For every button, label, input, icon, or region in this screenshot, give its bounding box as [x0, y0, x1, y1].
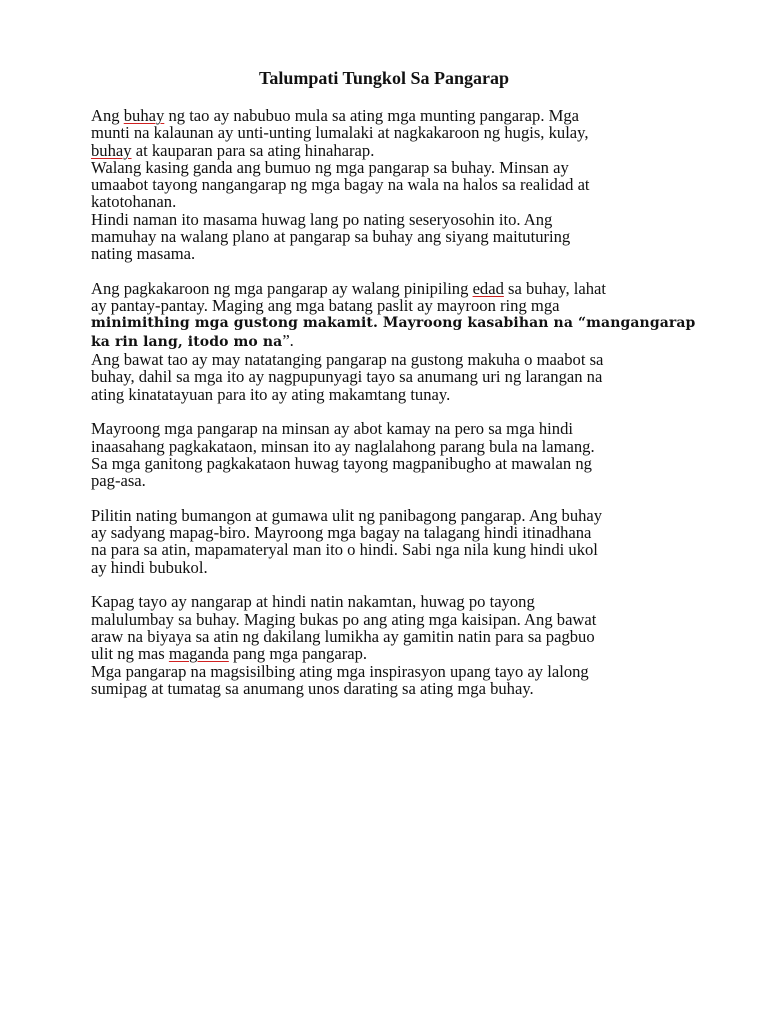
text-line: inaasahang pagkakataon, minsan ito ay naglalahong parang bula na lamang.	[91, 436, 595, 456]
text-line: Ang buhay ng tao ay nabubuo mula sa ating mga munting pangarap. Mga	[91, 106, 580, 125]
text-line: Ang pagkakaroon ng mga pangarap ay walang pinipiling edad sa buhay, lahat	[91, 278, 607, 298]
bold-text: ka rin lang, itodo mo na	[91, 333, 283, 350]
text-line: katotohanan.	[91, 192, 177, 212]
text-line: pag-asa.	[91, 471, 146, 491]
text-line: malulumbay sa buhay. Maging bukas po ang ating mga kaisipan. Ang bawat	[91, 609, 597, 629]
text-line: Hindi naman ito masama huwag lang po nating seseryosohin ito. Ang	[91, 209, 553, 229]
text-line: ating kinatatayuan para ito ay ating makamtang tunay.	[91, 384, 451, 404]
spellcheck-word: buhay	[123, 106, 165, 125]
spellcheck-word: buhay	[91, 140, 132, 160]
text-line: ka rin lang, itodo mo na”.	[91, 330, 294, 350]
text-line: Mayroong mga pangarap na minsan ay abot kamay na pero sa mga hindi	[91, 419, 573, 439]
text-line: ay sadyang mapag-biro. Mayroong mga bagay na talagang hindi itinadhana	[91, 523, 592, 543]
text-line: ay pantay-pantay. Maging ang mga batang paslit ay mayroon ring mga	[91, 296, 560, 316]
spellcheck-word: edad	[472, 278, 504, 298]
text-line: ay hindi bubukol.	[91, 557, 208, 577]
text-line: Pilitin nating bumangon at gumawa ulit ng panibagong pangarap. Ang buhay	[91, 505, 603, 525]
spellcheck-word: maganda	[168, 644, 229, 664]
text-line: buhay at kauparan para sa ating hinaharap.	[91, 140, 375, 160]
text-line: Sa mga ganitong pagkakataon huwag tayong magpanibugho at mawalan ng	[91, 453, 592, 473]
text-line: Walang kasing ganda ang bumuo ng mga pangarap sa buhay. Minsan ay	[91, 157, 569, 177]
text-line: Ang bawat tao ay may natatanging pangarap na gustong makuha o maabot sa	[91, 350, 604, 370]
document-title: Talumpati Tungkol Sa Pangarap	[259, 68, 509, 88]
text-line: na para sa atin, mapamateryal man ito o hindi. Sabi nga nila kung hindi ukol	[91, 540, 598, 560]
paragraph-gap	[91, 403, 691, 420]
text-line: Kapag tayo ay nangarap at hindi natin nakamtan, huwag po tayong	[91, 592, 535, 612]
paragraph-gap	[91, 490, 691, 507]
paragraph-gap	[91, 263, 691, 280]
text-line: ulit ng mas maganda pang mga pangarap.	[91, 644, 368, 664]
text-line: nating masama.	[91, 244, 196, 264]
text-line: mamuhay na walang plano at pangarap sa buhay ang siyang maituturing	[91, 227, 571, 247]
text-line: munti na kalaunan ay unti-unting lumalaki at nagkakaroon ng hugis, kulay,	[91, 123, 589, 143]
text-line: umaabot tayong nangangarap ng mga bagay na wala na halos sa realidad at	[91, 175, 590, 195]
text-line: sumipag at tumatag sa anumang unos darating sa ating mga buhay.	[91, 678, 534, 698]
document-body	[91, 106, 696, 698]
text-line: Mga pangarap na magsisilbing ating mga inspirasyon upang tayo ay lalong	[91, 661, 589, 681]
bold-text-line: minimithing mga gustong makamit. Mayroong kasabihan na “mangangarap	[91, 314, 696, 331]
text-line: araw na biyaya sa atin ng dakilang lumikha ay gamitin natin para sa pagbuo	[91, 626, 595, 646]
text-line: buhay, dahil sa mga ito ay nagpupunyagi tayo sa anumang uri ng larangan na	[91, 367, 603, 387]
paragraph-gap	[91, 576, 691, 593]
